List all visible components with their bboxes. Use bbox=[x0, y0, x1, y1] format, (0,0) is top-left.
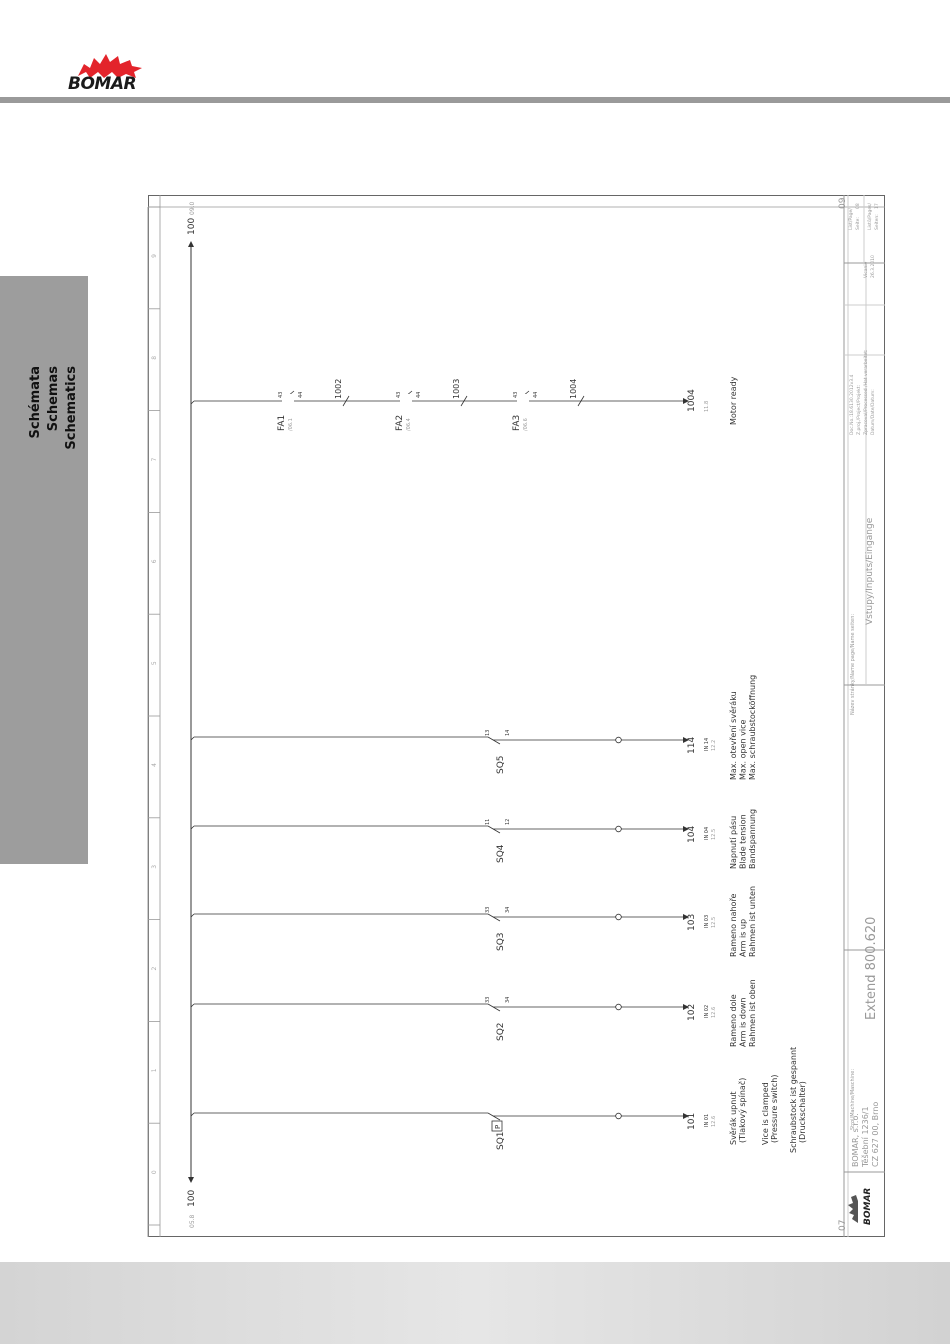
breaker-label: FA2 bbox=[395, 414, 405, 431]
switch-contact bbox=[488, 826, 500, 833]
link-wire-number: 1004 bbox=[569, 378, 578, 399]
circuit-sq1 bbox=[191, 1047, 807, 1153]
input-label: IN 01 bbox=[704, 1113, 710, 1127]
contact-number: 43 bbox=[396, 391, 402, 398]
breaker-fa3 bbox=[512, 391, 539, 431]
description-line: Max. otevření svěráku bbox=[729, 691, 738, 780]
bus-in-label: 100 bbox=[187, 1189, 197, 1207]
breaker-label: FA3 bbox=[512, 414, 522, 431]
company-line-1: BOMAR, s.r.o. bbox=[851, 1113, 860, 1167]
list-label: List/Page/ bbox=[849, 208, 854, 230]
machine-name: Extend 800.620 bbox=[864, 916, 879, 1020]
column-number: 6 bbox=[151, 559, 158, 564]
breaker-fa1 bbox=[277, 391, 304, 431]
lists-value: 17 bbox=[875, 203, 880, 209]
side-tab-line-3: Schematics bbox=[64, 366, 79, 450]
cross-ref: 11.8 bbox=[704, 400, 710, 412]
list-label-2: Seite: bbox=[856, 217, 861, 230]
contact-number: 43 bbox=[513, 391, 519, 398]
contact-number: 33 bbox=[485, 996, 491, 1003]
column-number: 4 bbox=[151, 763, 158, 767]
title-block-logo bbox=[848, 1188, 873, 1225]
input-label: IN 04 bbox=[704, 826, 710, 840]
link-wire-number: 1003 bbox=[452, 378, 461, 399]
machine-label: Stroj/Machine/Maschine: bbox=[850, 1068, 856, 1130]
switch-contact bbox=[488, 1004, 500, 1011]
project-label: Z.proj./Project/Projekt: bbox=[857, 384, 862, 435]
list-value: 08 bbox=[856, 203, 861, 209]
description-line: Max. open vice bbox=[738, 719, 748, 780]
logo-text: BOMAR bbox=[68, 74, 137, 94]
device-label: SQ1 bbox=[496, 1131, 506, 1150]
company-line-2: Těšební 1236/1 bbox=[861, 1106, 870, 1167]
device-label: SQ5 bbox=[496, 755, 506, 774]
input-circuits bbox=[191, 675, 807, 1153]
terminal-node bbox=[616, 826, 622, 832]
terminal-node bbox=[616, 914, 622, 920]
contact-number: 14 bbox=[505, 729, 511, 736]
contact-number: 34 bbox=[505, 906, 511, 913]
input-label: IN 02 bbox=[704, 1004, 710, 1018]
contact-number: 44 bbox=[533, 391, 539, 398]
prev-page-number: 07 bbox=[838, 1219, 848, 1231]
motor-ready-chain bbox=[191, 376, 738, 431]
description-line: Schraubstock ist gespannt bbox=[789, 1046, 798, 1153]
side-tab-line-1: Schémata bbox=[28, 366, 43, 439]
contact-number: 11 bbox=[485, 818, 491, 825]
processed-label: Zpracoval/Processed /Hat verarbeitet: bbox=[864, 349, 869, 435]
date-value: 26.3.2010 bbox=[871, 255, 876, 278]
breaker-label: FA1 bbox=[277, 414, 287, 431]
contact-number: 34 bbox=[505, 996, 511, 1003]
cross-ref: /06.1 bbox=[288, 418, 294, 431]
pressure-switch-symbol: P bbox=[494, 1124, 502, 1129]
column-number: 3 bbox=[151, 864, 158, 869]
contact-number: 44 bbox=[416, 391, 422, 398]
bomar-logo bbox=[68, 50, 158, 100]
wire-number: 114 bbox=[687, 736, 697, 754]
breaker-fa2 bbox=[395, 391, 422, 431]
description-line: Rahmen ist oben bbox=[748, 979, 757, 1047]
circuit-sq4 bbox=[191, 809, 757, 869]
wire-number: 103 bbox=[687, 913, 697, 931]
wire-number: 101 bbox=[687, 1112, 697, 1130]
cross-ref: 12.6 bbox=[711, 1115, 717, 1127]
cross-ref: 12.5 bbox=[711, 828, 717, 840]
description-line: Vice is clamped bbox=[761, 1082, 770, 1145]
device-label: SQ3 bbox=[496, 932, 506, 951]
bus-in-ref: 05.8 bbox=[189, 1214, 196, 1228]
bus-out-label: 100 bbox=[187, 217, 197, 235]
circuit-sq5 bbox=[191, 675, 757, 780]
page-name: Vstupy/Inputs/Eingange bbox=[865, 517, 875, 625]
wire-number: 1004 bbox=[687, 389, 697, 412]
contact-number: 33 bbox=[485, 906, 491, 913]
column-number: 1 bbox=[151, 1068, 158, 1073]
description-line: Blade tension bbox=[738, 814, 748, 869]
bus-out-arrow bbox=[188, 241, 194, 247]
cross-ref: 12.6 bbox=[711, 1006, 717, 1018]
bus-in-arrow bbox=[188, 1177, 194, 1183]
doc-label: Doc.No.:18.6130.2012v3.4 bbox=[850, 374, 855, 435]
circuit-sq2 bbox=[191, 979, 757, 1047]
next-page-number: 09 bbox=[838, 197, 848, 209]
contact-number: 13 bbox=[485, 729, 491, 736]
description-line: (Pressure switch) bbox=[770, 1074, 779, 1143]
cross-ref: /06.4 bbox=[406, 418, 412, 431]
column-number: 9 bbox=[151, 254, 158, 258]
contact-number: 12 bbox=[505, 818, 511, 825]
company-line-3: CZ 627 00, Brno bbox=[871, 1101, 880, 1167]
footer-band bbox=[0, 1262, 950, 1344]
lists-label-2: Seiten: bbox=[875, 214, 880, 230]
wire-number: 104 bbox=[687, 825, 697, 843]
wire-number: 102 bbox=[687, 1003, 697, 1021]
column-number: 7 bbox=[151, 457, 158, 462]
switch-contact bbox=[488, 1113, 500, 1120]
motor-ready-label: Motor ready bbox=[729, 376, 738, 425]
column-number: 8 bbox=[151, 355, 158, 360]
schematic-sheet bbox=[148, 195, 885, 1237]
cross-ref: /06.6 bbox=[523, 418, 529, 431]
device-label: SQ2 bbox=[496, 1022, 506, 1041]
processed-by: Vicanie bbox=[864, 261, 869, 278]
device-label: SQ4 bbox=[496, 844, 506, 863]
description-line: Rameno dole bbox=[729, 994, 738, 1047]
description-line: Napnutí pásu bbox=[729, 815, 738, 869]
grid-column-labels bbox=[151, 254, 158, 1174]
lists-label: Listů/Pages/ bbox=[868, 203, 873, 230]
column-number: 2 bbox=[151, 966, 158, 971]
date-label: Datum/Date/Datum: bbox=[871, 389, 876, 435]
column-number: 0 bbox=[151, 1170, 158, 1175]
description-line: Arm is up bbox=[738, 918, 748, 957]
column-number: 5 bbox=[151, 661, 158, 666]
description-line: Svěrák upnut bbox=[729, 1091, 738, 1145]
contact-number: 43 bbox=[278, 391, 284, 398]
page-name-label: Název stránky/Name page/Name seiten: bbox=[850, 613, 856, 715]
description-line: Bandspannung bbox=[748, 808, 757, 869]
link-wire-number: 1002 bbox=[334, 378, 343, 399]
description-line: (Druckschalter) bbox=[798, 1081, 807, 1143]
terminal-node bbox=[616, 1113, 622, 1119]
bus-out-ref: 09.0 bbox=[189, 201, 196, 215]
side-tab-line-2: Schemas bbox=[46, 366, 61, 432]
cross-ref: 12.5 bbox=[711, 916, 717, 928]
description-line: Rahmen ist unten bbox=[748, 885, 757, 957]
input-label: IN 03 bbox=[704, 914, 710, 928]
description-line: (Tlakový spínač) bbox=[738, 1077, 747, 1143]
cross-ref: 12.2 bbox=[711, 739, 717, 751]
terminal-node bbox=[616, 737, 622, 743]
description-line: Max. schraubstocköffnung bbox=[748, 674, 757, 780]
terminal-node bbox=[616, 1004, 622, 1010]
title-block-logo-text: BOMAR bbox=[863, 1187, 873, 1225]
description-line: Arm is down bbox=[738, 997, 748, 1047]
switch-contact bbox=[488, 914, 500, 921]
circuit-sq3 bbox=[191, 886, 757, 957]
contact-number: 44 bbox=[298, 391, 304, 398]
switch-contact bbox=[488, 737, 500, 744]
description-line: Rameno nahoře bbox=[729, 893, 738, 957]
input-label: IN 14 bbox=[704, 737, 710, 751]
